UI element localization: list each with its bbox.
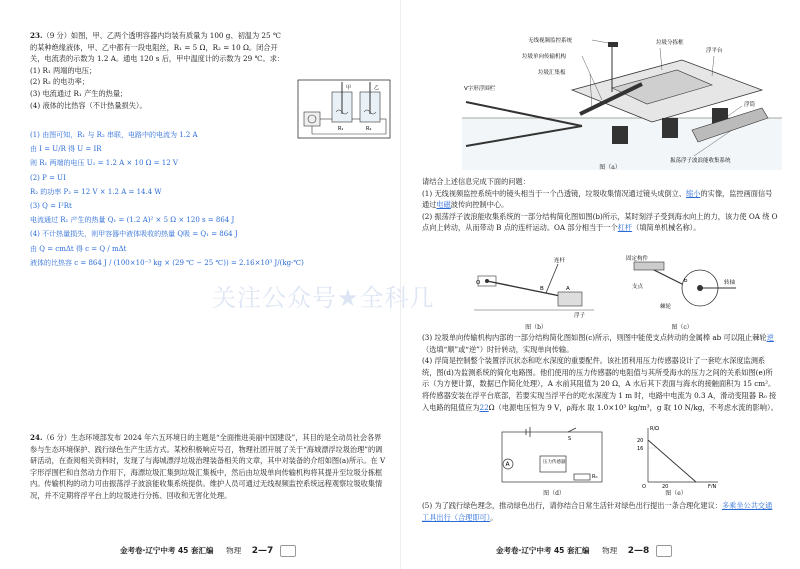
fig-d-label: A [505, 461, 510, 468]
fig-a-label: 无线视频监控系统 [528, 38, 573, 44]
fig-e-ylabel: R/Ω [650, 426, 659, 432]
fig-label-jia: 甲 [346, 85, 352, 91]
fig-b-label: B [540, 286, 544, 292]
q23-text [30, 30, 288, 111]
q23-item: (2) R₂ 的电功率； [30, 77, 89, 87]
right-footer [496, 545, 672, 557]
fig-e-tick: 20 [662, 484, 669, 488]
fig-d-circuit-diagram [496, 426, 608, 488]
q23-item: (1) R₁ 两端的电压； [30, 65, 97, 75]
solution-line: (1) 由图可知，R₁ 与 R₂ 串联，电路中的电流为 1.2 A [30, 131, 198, 139]
footer-logo-icon [656, 545, 672, 557]
solution-line: 则 R₁ 两端的电压 U₁ = 1.2 A × 10 Ω = 12 V [30, 159, 178, 168]
fig-c-caption: 图（c） [671, 324, 693, 331]
q23-solution [30, 128, 386, 270]
fig-b-label: 连杆 [554, 258, 566, 264]
fig-a-label: 浮筒 [744, 102, 756, 108]
footer-logo-icon [280, 545, 296, 557]
solution-line: (2) P = UI [30, 173, 66, 182]
fig-b-label: O [476, 280, 481, 286]
q23-item: (4) 液体的比热容（不计热量损失）。 [30, 100, 147, 110]
fig-e-tick: 20 [637, 438, 644, 444]
footer-subject: 物理 [602, 546, 618, 555]
q23-intro: （9 分）如图，甲、乙两个透明容器内均装有质量为 100 g、初温为 25 ℃的某种绝缘液体，甲、乙中都有一段电阻丝，R₁ = 5 Ω，R₂ = 10 Ω。闭合开关，电流表的示数为 1.2 A。通电 120 s 后，甲中温度计的示数为 29 ℃。求： [30, 31, 285, 64]
fig-c-label: 支点 [632, 284, 644, 290]
right-item-1: (1) 无线视频监控系统中的镜头相当于一个凸透镜，垃圾收集情况通过镜头成倒立、缩小的实像，监控画面信号通过电磁波传向控制中心。 [422, 188, 773, 210]
fig-label-r2: R₂ [366, 126, 372, 132]
q23-item: (3) 电流通过 R₁ 产生的热量； [30, 88, 128, 98]
footer-brand: 金考卷·辽宁中考 45 套汇编 [120, 546, 214, 555]
fig-e-graph [632, 424, 722, 488]
fig-label-r1: R₁ [338, 126, 344, 132]
fig-b-label: A [566, 286, 570, 292]
solution-line: 电流通过 R₁ 产生的热量 Q₁ = (1.2 A)² × 5 Ω × 120 s = 864 J [30, 216, 235, 225]
solution-line: 由 Q = cmΔt 得 c = Q / mΔt [30, 244, 127, 253]
right-questions-2 [422, 332, 778, 413]
fig-label-yi: 乙 [374, 85, 380, 91]
footer-brand: 金考卷·辽宁中考 45 套汇编 [496, 546, 590, 555]
q23-number: 23. [30, 31, 43, 40]
solution-line: 液体的比热容 c = 864 J / (100×10⁻³ kg × (29 ℃ − 25 ℃)) = 2.16×10³ J/(kg·℃) [30, 258, 304, 267]
watermark: 关注公众号★全科几 [212, 284, 435, 312]
fig-b-caption: 图（b） [525, 324, 547, 331]
solution-line: R₂ 的功率 P₂ = 12 V × 1.2 A = 14.4 W [30, 187, 162, 196]
footer-page-number: 2—8 [627, 546, 650, 556]
left-footer [120, 545, 296, 557]
fig-e-tick: 16 [637, 446, 644, 452]
fig-a-equipment-diagram [462, 30, 782, 170]
fig-e-origin: O [642, 484, 646, 488]
right-prompt: 请结合上述信息完成下面的问题： [422, 177, 530, 186]
fig-d-label: R₀ [592, 474, 598, 480]
fig-c-label: 固定构件 [626, 256, 649, 262]
fig-e-xlabel: F/N [708, 484, 717, 488]
solution-line: (4) 不计热量损失，则甲容器中液体吸收的热量 Q吸 = Q₁ = 864 J [30, 230, 238, 239]
fig-a-label: 振荡浮子波浪能收集系统 [670, 158, 731, 164]
q24-number: 24. [30, 433, 43, 442]
fig-d-caption: 图（d） [543, 490, 565, 497]
fig-c-ratchet-diagram [624, 252, 744, 320]
fig-a-label: 垃圾汇集板 [538, 70, 566, 76]
fig-a-label: 浮平台 [706, 48, 723, 54]
fig-b-label: 浮子 [574, 313, 586, 319]
right-item-5: (5) 为了践行绿色理念，推动绿色出行，请你结合日常生活针对绿色出行提出一条合理化建议：多乘坐公共交通工具出行（合理即可）。 [422, 501, 773, 522]
fig-a-label: 垃圾单向传输机构 [522, 54, 567, 60]
fig-a-caption: 图（a） [599, 164, 621, 171]
q24-body: （6 分）生态环境部发布 2024 年六五环境日的主题是“全面推进美丽中国建设”，其目的是全动员社会各界参与生态环境保护、践行绿色生产生活方式。某校积极响应号召，物理社团开展了关于“海城漂浮垃圾治理”的调研活动，在查阅相关资料时，发现了与海城漂浮垃圾治理装备相关的文章，其中对装备的介绍如图(a)所示。在 V 字形浮围栏和自然动力作用下，海漂垃圾汇集到垃圾汇集板中，然后由垃圾单向传输机构将其提升至垃圾分拣框内。传输机构的动力可由振荡浮子波浪能收集系统提供。维护人员可通过无线视频监控系统远程观察垃圾收集情况，并不定期将浮平台上的垃圾进行分拣、回收和无害化处理。 [30, 433, 386, 500]
right-questions-3 [422, 500, 778, 523]
fig-a-label: V字形浮围栏 [464, 86, 496, 92]
fig-d-label: 压力传感器 [543, 460, 566, 465]
fig-a-label: 垃圾分拣框 [656, 40, 684, 46]
right-item-3: (3) 垃圾单向传输机构内部的一部分结构简化图如图(c)所示，则图中能使支点转动的金属棒 ab 可以阻止棘轮逆（选填“顺”或“逆”）时针转动，实现单向传输。 [422, 333, 774, 354]
right-questions [422, 176, 778, 234]
fig-c-label: b [684, 278, 688, 284]
right-page [400, 0, 800, 569]
right-item-4: (4) 浮筒是控制整个装置浮沉状态和吃水深度的重要配件。该社团利用压力传感器设计了一套吃水深度监测系统，图(d)为监测系统的简化电路图。他们使用的压力传感器的电阻值与其所受海水的压力之间的关系如图(e)所示（为方便计算，数据已作简化处理），A 水前其阻值为 20 Ω，A 水后其下表面与海水的接触面积为 15 cm²。将传感器安装在浮平台底部，若要实现当浮平台的吃水深度为 1 m 时，电路中电流为 0.3 A，滑动变阻器 R₀ 接入电路的阻值应为22Ω（电源电压恒为 9 V，ρ海水 取 1.0×10³ kg/m³，g 取 10 N/kg，不考虑水流的影响）。 [422, 356, 778, 412]
q24-text [30, 432, 386, 502]
fig-e-caption: 图（e） [665, 490, 687, 497]
fig-c-label: 棘轮 [660, 304, 672, 310]
right-item-2: (2) 振荡浮子波浪能收集系统的一部分结构简化图如图(b)所示，某时刻浮子受到海水向上的力，该力使 OA 绕 O 点向上转动，从而带动 B 点的连杆运动。OA 部分相当于一个杠杆（填简单机械名称）。 [422, 211, 778, 233]
fig-b-lever-diagram [474, 254, 594, 320]
solution-line: (3) Q = I²Rt [30, 202, 72, 211]
solution-line: 由 I = U/R 得 U = IR [30, 145, 102, 154]
footer-subject: 物理 [226, 546, 242, 555]
fig-d-label: S [568, 436, 572, 442]
fig-c-label: 转轴 [724, 280, 736, 286]
footer-page-number: 2—7 [251, 546, 274, 556]
